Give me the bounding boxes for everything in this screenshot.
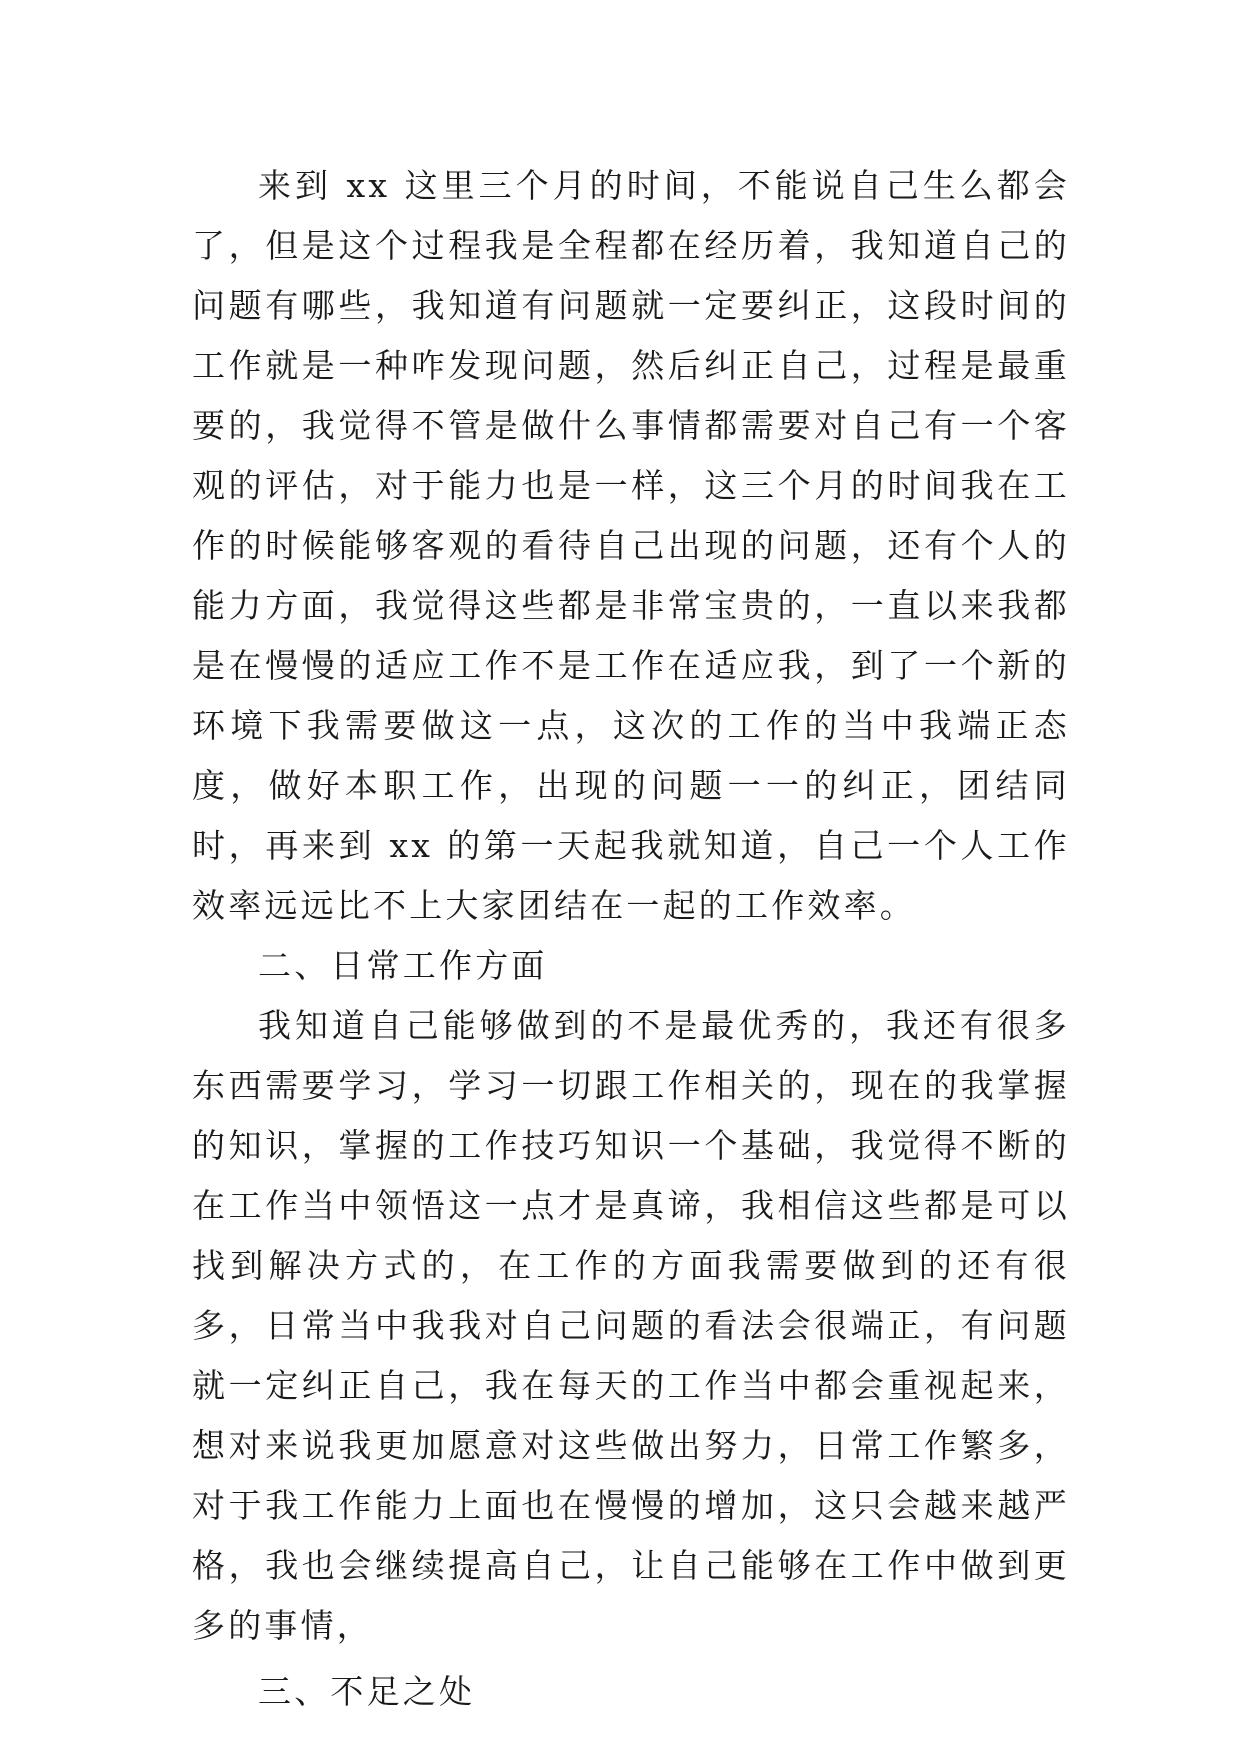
document-body [192, 156, 1070, 1722]
section-heading-shortcomings: 三、不足之处 [258, 1672, 476, 1711]
body-paragraph: 来到 xx 这里三个月的时间，不能说自己生么都会了，但是这个过程我是全程都在经历着，我知道自己的问题有哪些，我知道有问题就一定要纠正，这段时间的工作就是一种咋发现问题，然后纠正自己，过程是最重要的，我觉得不管是做什么事情都需要对自己有一个客观的评估，对于能力也是一样，这三个月的时间我在工作的时候能够客观的看待自己出现的问题，还有个人的能力方面，我觉得这些都是非常宝贵的，一直以来我都是在慢慢的适应工作不是工作在适应我，到了一个新的环境下我需要做这一点，这次的工作的当中我端正态度，做好本职工作，出现的问题一一的纠正，团结同时，再来到 xx 的第一天起我就知道，自己一个人工作效率远远比不上大家团结在一起的工作效率。 [192, 166, 1070, 925]
body-paragraph: 我知道自己能够做到的不是最优秀的，我还有很多东西需要学习，学习一切跟工作相关的，现在的我掌握的知识，掌握的工作技巧知识一个基础，我觉得不断的在工作当中领悟这一点才是真谛，我相信这些都是可以找到解决方式的，在工作的方面我需要做到的还有很多，日常当中我我对自己问题的看法会很端正，有问题就一定纠正自己，我在每天的工作当中都会重视起来，想对来说我更加愿意对这些做出努力，日常工作繁多，对于我工作能力上面也在慢慢的增加，这只会越来越严格，我也会继续提高自己，让自己能够在工作中做到更多的事情， [192, 1006, 1070, 1645]
section-heading-daily-work: 二、日常工作方面 [258, 946, 548, 985]
